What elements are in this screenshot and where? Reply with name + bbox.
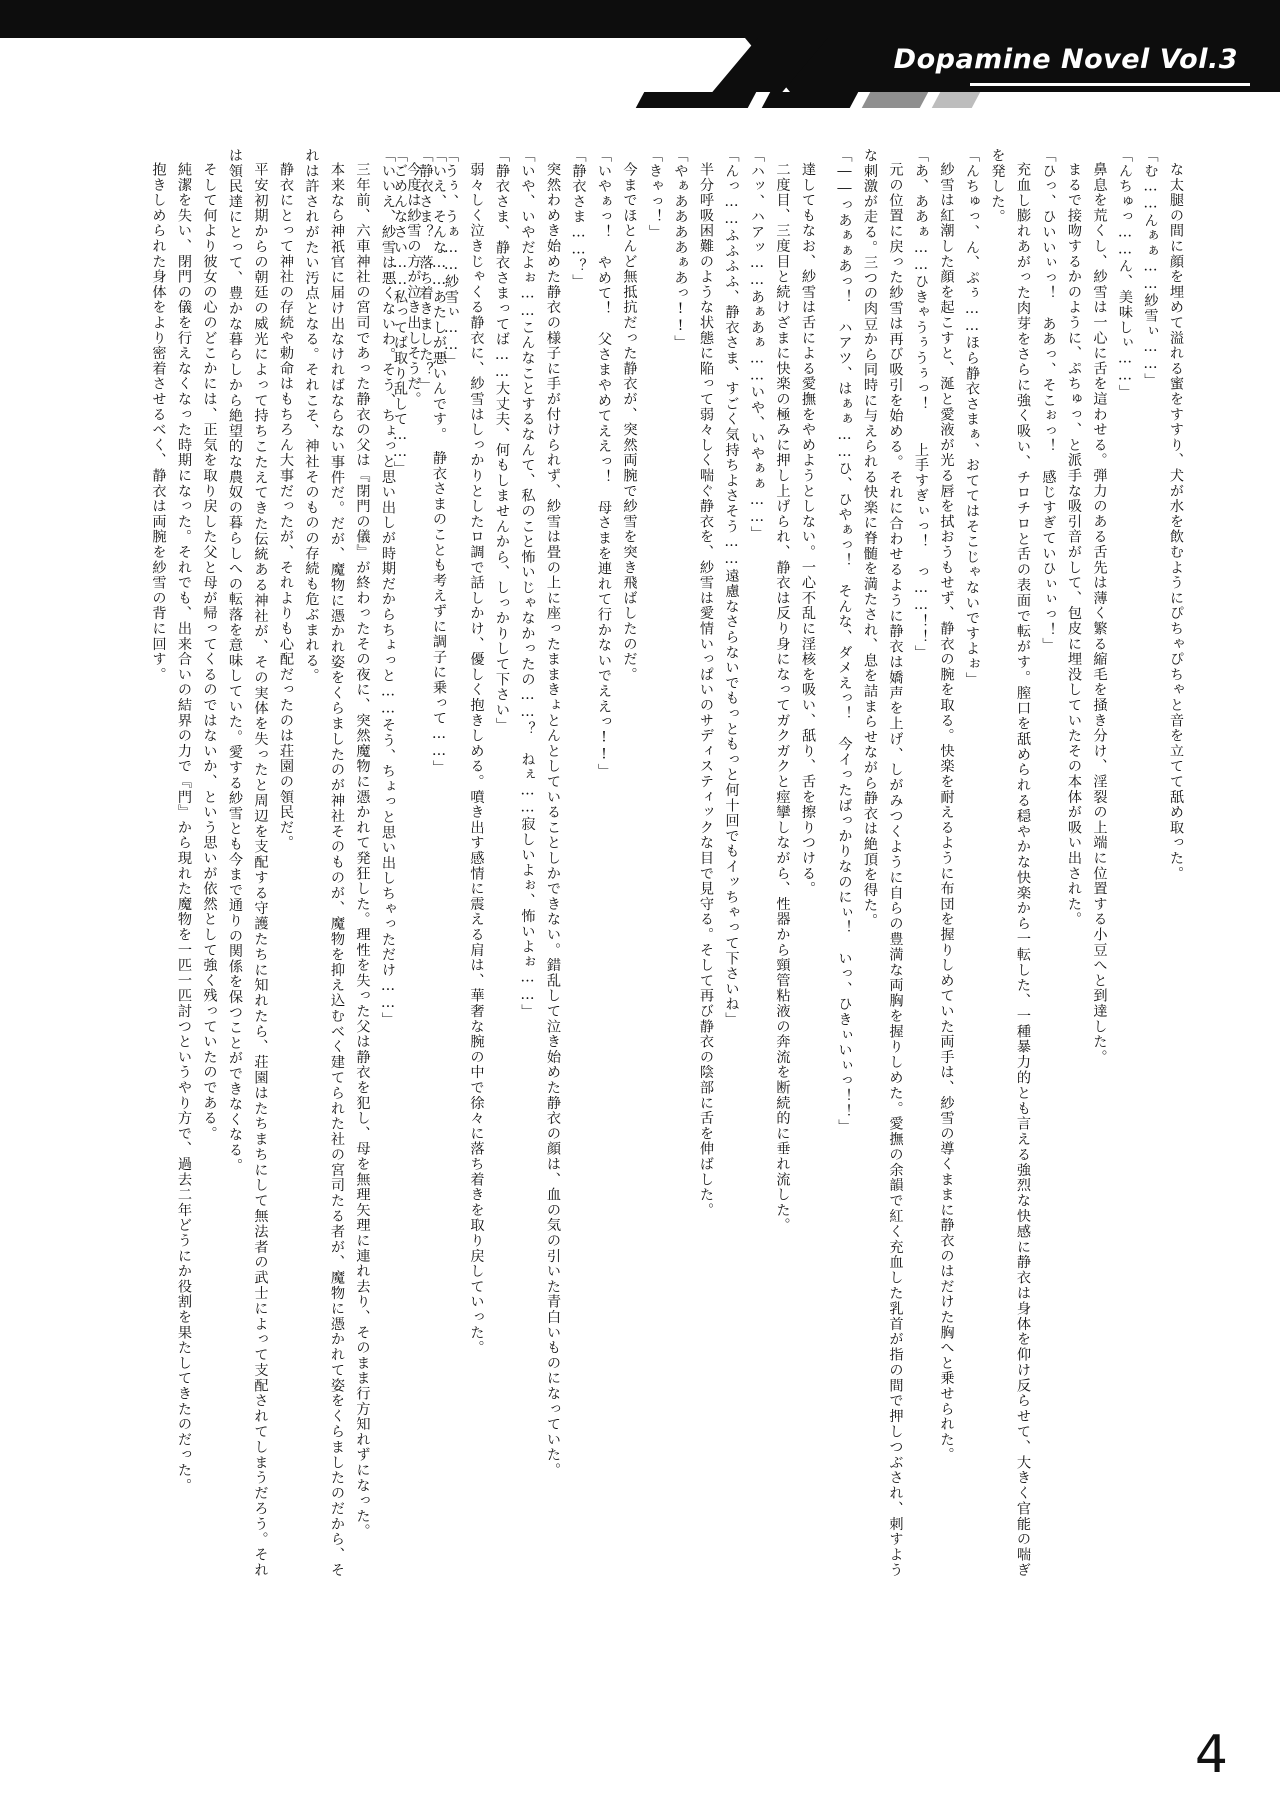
paragraph: 今度は紗雪の方が泣き出しそうだ。 xyxy=(405,162,422,407)
paragraph: 半分呼吸困難のような状態に陥って弱々しく喘ぐ静衣を、紗雪は愛情いっぱいのサディスティックな目で見守る。そして再び静衣の陰部に舌を伸ばした。 xyxy=(698,162,714,1218)
paragraph: 「んちゅっ……ん、美味しぃ……」 xyxy=(1117,148,1133,400)
paragraph: 突然わめき始めた静衣の様子に手が付けられず、紗雪は畳の上に座ったままきょとんとしていることしかできない。錯乱して泣き始めた静衣の顔は、血の気の引いた青白いものになっていた。 xyxy=(545,162,561,1478)
paragraph: 「いいえ、紗雪は悪くないわ。そう、ちょっと思い出しが時期だからちょっと……そう、ちょっと思い出しちゃっただけ……」 xyxy=(380,148,396,1028)
paragraph: 鼻息を荒くし、紗雪は一心に舌を這わせる。弾力のある舌先は薄く繁る縮毛を掻き分け、淫裂の上端に位置する小豆へと到達した。 xyxy=(1091,162,1108,1065)
header-slash-1 xyxy=(636,92,757,108)
paragraph: 「む……んぁぁ……紗雪ぃ……」 xyxy=(1142,148,1159,389)
paragraph: そして何より彼女の心のどこかには、正気を取り戻した父と母が帰ってくるのではないか、という思いが依然として強く残っていたのである。 xyxy=(201,162,218,1142)
paragraph: 達してもなお、紗雪は舌による愛撫をやめようとしない。一心不乱に淫核を吸い、舐り、舌を擦りつける。 xyxy=(800,162,816,897)
title-underline xyxy=(970,83,1250,86)
paragraph: 「いや、いやだよぉ……こんなことするなんて、私のこと怖いじゃなかったの……？ ねぇ……寂しいよぉ、怖いよぉ……」 xyxy=(519,148,536,1020)
paragraph: 「きゃっ！」 xyxy=(647,148,663,240)
paragraph: 抱きしめられた身体をより密着させるべく、静衣は両腕を紗雪の背に回す。 xyxy=(150,162,167,683)
paragraph: 二度目、三度目と続けざまに快楽の極みに押し上げられ、静衣は反り身になってガクガクと痙攣しながら、性器から頸管粘液の奔流を断続的に垂れ流した。 xyxy=(774,162,791,1234)
paragraph: な太腿の間に顔を埋めて溢れる蜜をすすり、犬が水を飲むようにぴちゃぴちゃと音を立てて舐め取った。 xyxy=(1168,162,1184,882)
page-number: 4 xyxy=(1194,1725,1228,1785)
paragraph: 「ごめんなさい……私ってば取り乱して……」 xyxy=(392,148,408,477)
paragraph: 「いやぁっ！ やめて！ 父さまやめてええっ！ 母さまを連れて行かないでええっ!!」 xyxy=(596,148,612,779)
paragraph: 弱々しく泣きじゃくる静衣に、紗雪はしっかりとしたロ調で話しかけ、優しく抱きしめる。噴き出す感情に震える肩は、華奢な腕の中で徐々に落ち着きを取り戻していった。 xyxy=(468,162,485,1356)
publication-title: Dopamine Novel Vol.3 xyxy=(893,44,1238,75)
paragraph: 「んちゅっ、ん、ぷぅ……ほら静衣さまぁ、おててはそこじゃないですよぉ」 xyxy=(964,148,980,688)
paragraph: 紗雪は紅潮した顔を起こすと、涎と愛液が光る唇を拭おうもせず、静衣の腕を取る。快楽を耐えるように布団を握りしめていた両手は、紗雪の導くままに静衣のはだけた胸へと乗せられた。 xyxy=(938,162,955,1463)
paragraph: 「んっ……ふふふふ、静衣さま、すごく気持ちよさそう……遠慮なさらないでもっともっと何十回でもイッちゃって下さいね」 xyxy=(723,148,740,1028)
paragraph: まるで接吻するかのように、ぷちゅっ、と派手な吸引音がして、包皮に埋没していたその本体が吸い出された。 xyxy=(1066,162,1082,928)
paragraph: 今までほとんど無抵抗だった静衣が、突然両腕で紗雪を突き飛ばしたのだ。 xyxy=(621,162,638,683)
paragraph: 充血し膨れあがった肉芽をさらに強く吸い、チロチロと舌の表面で転がす。膣口を舐められる穏やかな快楽から一転した、一種暴力的とも言える強烈な快感に静衣は身体を仰け反らせて、大きく官能の喘ぎを発した。 xyxy=(989,148,1031,1578)
paragraph: 本来なら神祇官に届け出なければならない事件だ。だが、魔物に憑かれ姿をくらましたのが神社そのものが、魔物を抑え込むべく建てられた社の宮司たる者が、魔物に憑かれて姿をくらましたのだから、それは許されがたい汚点となる。それこそ、神社そのものの存続も危ぶまれる。 xyxy=(303,148,345,1578)
page-header xyxy=(0,0,1280,125)
paragraph: 静衣にとって神社の存続や勅命はもちろん大事だったが、それよりも心配だったのは荘園の領民だ。 xyxy=(278,162,294,851)
header-slash-3 xyxy=(862,92,929,108)
paragraph: 「静衣さま？ 落ち着きました？」 xyxy=(417,148,434,393)
paragraph: 「あ、ああぁ……ひきゃうぅうぅっ！ 上手すぎぃっ！ っ……！！」 xyxy=(913,148,929,661)
paragraph: 「ひっ、ひいいぃっ！ ああっ、そこぉっ！ 感じすぎていひぃぃっ！」 xyxy=(1040,148,1057,653)
page-body xyxy=(92,148,1188,1578)
text-column-3 xyxy=(106,148,451,1578)
paragraph: 「うぅ、うぁ……紗雪ぃ……」 xyxy=(443,148,459,370)
header-slash-4 xyxy=(932,92,981,108)
paragraph: 三年前、六車神社の宮司であった静衣の父は『閉門の儀』が終わったその夜に、突然魔物に憑かれて発狂した。理性を失った父は静衣を犯し、母を無理矢理に連れ去り、そのまま行方知れずになった。 xyxy=(354,162,371,1540)
paragraph: 「静衣さま、静衣さまってば……大丈夫、何もしませんから、しっかりして下さい」 xyxy=(494,148,510,733)
paragraph: 「いえ、そんな……あたしが悪いんです。 静衣さまのことも考えずに調子に乗って……」 xyxy=(431,148,447,776)
paragraph: 「やぁああああぁあっ!!」 xyxy=(672,148,689,351)
paragraph: 「ハッ、ハアッ……あぁあぁ……いや、いやぁぁ……」 xyxy=(749,148,765,542)
paragraph: 元の位置に戻った紗雪は再び吸引を始める。それに合わせるように静衣は嬌声を上げ、しがみつくように自らの豊満な両胸を握りしめた。愛撫の余韻で紅く充血した乳首が指の間で押しつぶされ、刺すような刺激が走る。三つの肉豆から同時に与えられる快楽に脊髄を満たされ、息を詰まらせながら静衣は絶頂を得た。 xyxy=(862,148,904,1578)
text-column-1 xyxy=(836,148,1188,1578)
header-slash-2 xyxy=(762,92,859,108)
paragraph: 「――っあぁぁあっ！ ハアツ、はぁぁ……ひ、ひやぁっ！ そんな、ダメえっ！ 今イったばっかりなのにぃ！ いっ、ひきぃいぃっ！！」 xyxy=(836,148,853,1135)
paragraph: 純潔を失い、閉門の儀を行えなくなった時期になった。それでも、出来合いの結界の力で『門』から現れた魔物を一匹一匹討つというやり方で、過去二年どうにか役割を果たしてきたのだった。 xyxy=(176,162,192,1494)
paragraph: 平安初期からの朝廷の威光によって持ちこたえてきた伝統ある神社が、その実体を失ったと周辺を支配する守護たちに知れたら、荘園はたちまちにして無法者の武士によって支配されてしまうだろう。それは領民達にとって、豊かな暮らしから絶望的な農奴の暮らしへの転落を意味していた。愛する紗雪とも今まで通りの関係を保つことができなくなる。 xyxy=(227,148,269,1578)
paragraph: 「静衣さま……？」 xyxy=(570,148,587,290)
